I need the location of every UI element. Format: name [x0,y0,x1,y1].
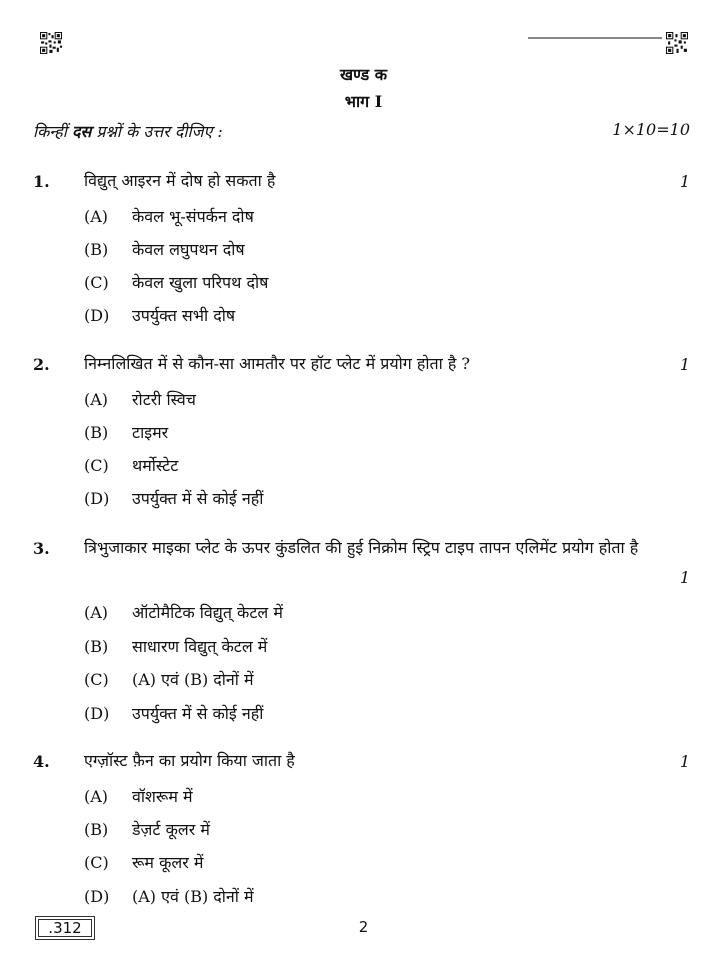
qr-code-icon [40,32,62,54]
question-text: एग्ज़ॉस्ट फ़ैन का प्रयोग किया जाता है [84,751,295,770]
page-number: 2 [358,918,369,936]
option-item: (A) वॉशरूम में [84,787,193,806]
option-item: (D) उपर्युक्त में से कोई नहीं [84,704,264,723]
option-item: (C) केवल खुला परिपथ दोष [84,273,269,292]
option-item: (A) रोटरी स्विच [84,390,196,409]
question-marks: 1 [679,172,690,191]
qr-code-icon [666,32,688,54]
part-title: भाग I [344,92,383,111]
option-item: (B) साधारण विद्युत् केटल में [84,637,268,656]
total-marks: 1×10=10 [612,120,690,139]
option-item: (D) (A) एवं (B) दोनों में [84,887,254,906]
question-marks: 1 [679,752,690,771]
option-item: (A) ऑटोमैटिक विद्युत् केटल में [84,603,283,622]
option-item: (D) उपर्युक्त सभी दोष [84,306,236,325]
option-item: (B) केवल लघुपथन दोष [84,240,245,259]
section-title: खण्ड क [339,65,388,84]
question-marks: 1 [679,355,690,374]
question-number: 2. [33,355,50,374]
instruction-emphasis: दस [71,122,92,141]
tiny-barcode-strip [528,37,662,40]
paper-code-box: .312 [35,916,95,940]
option-item: (D) उपर्युक्त में से कोई नहीं [84,489,264,508]
question-number: 3. [33,539,50,558]
option-item: (B) टाइमर [84,423,169,442]
option-item: (B) डेज़र्ट कूलर में [84,820,210,839]
option-item: (C) थर्मोस्टेट [84,456,179,475]
question-marks: 1 [679,568,690,587]
question-text: विद्युत् आइरन में दोष हो सकता है [84,171,276,190]
option-item: (C) रूम कूलर में [84,853,204,872]
question-number: 1. [33,172,50,191]
instruction-text: किन्हीं दस प्रश्नों के उत्तर दीजिए : [33,122,223,141]
option-item: (C) (A) एवं (B) दोनों में [84,670,254,689]
option-item: (A) केवल भू-संपर्कन दोष [84,207,254,226]
question-number: 4. [33,752,50,771]
question-text: त्रिभुजाकार माइका प्लेट के ऊपर कुंडलित की हुई निक्रोम स्ट्रिप टाइप तापन एलिमेंट प्रयोग होता है [84,538,639,557]
question-text: निम्नलिखित में से कौन-सा आमतौर पर हॉट प्लेट में प्रयोग होता है ? [84,354,471,373]
